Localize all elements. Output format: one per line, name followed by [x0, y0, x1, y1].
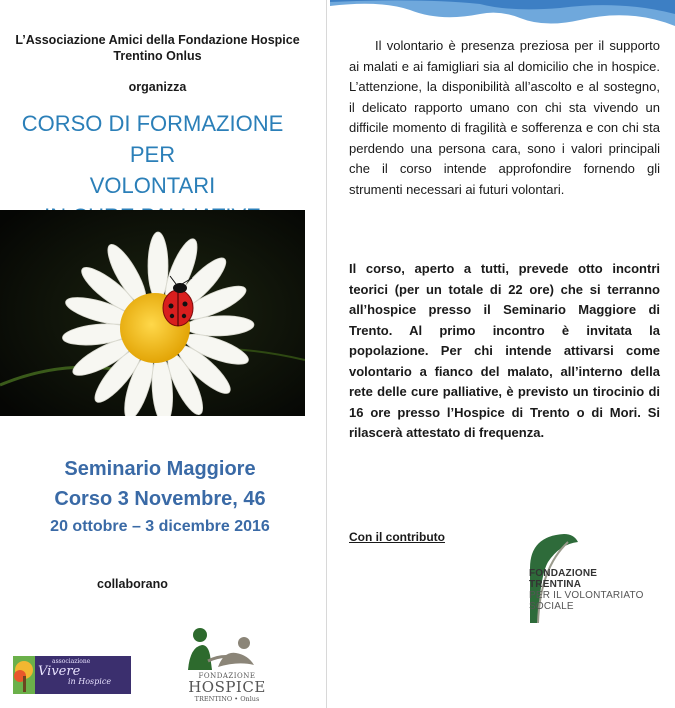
trentina-line-2: TRENTINA	[529, 579, 582, 590]
volunteer-description: Il volontario è presenza preziosa per il supporto ai malati e ai famigliari sia al domicilio che in hospice. L’attenzione, la disponibilità all’ascolto e al sostegno, il delicato rapporto umano con chi sta vivendo un difficile momento di fragilità e sofferenza e con chi sta perdendo una persona cara, sono i valori principali che il corso intende approfondire fornendo gli strumenti necessari ai futuri volontari.	[349, 38, 660, 197]
course-details: Il corso, aperto a tutti, prevede otto incontri teorici (per un totale di 22 ore) che si terranno all’hospice presso il Seminario Maggiore di Trento. Al primo incontro è invitata la popolazione. Per chi intende attivarsi come volontario a fianco del malato, all’interno della rete delle cure palliative, è previsto un tirocinio di 16 ore presso l’Hospice di Trento o di Mori. Si rilascerà attestato di frequenza.	[349, 261, 660, 440]
organizer-name	[0, 32, 315, 64]
hospice-logo-bottom: TRENTINO • Onlus	[194, 695, 260, 703]
vivere-logo-small: associazione	[52, 658, 91, 665]
course-title-line-1: CORSO DI FORMAZIONE PER	[21, 111, 284, 167]
vivere-logo-sub: in Hospice	[68, 677, 112, 686]
collaborano-label: collaborano	[97, 577, 168, 591]
fondazione-trentina-text	[529, 568, 644, 612]
page-fold	[326, 0, 327, 708]
trentina-line-1: FONDAZIONE	[529, 568, 598, 579]
vivere-logo-text	[38, 658, 111, 686]
sky-cloud-header	[330, 0, 675, 32]
trentina-line-3: PER IL VOLONTARIATO	[529, 590, 644, 601]
venue-name: Seminario Maggiore	[64, 458, 256, 480]
hospice-logo-main: HOSPICE	[188, 678, 266, 696]
course-title-line-2: VOLONTARI	[89, 173, 216, 198]
organizer-line-2: Trentino Onlus	[113, 49, 202, 63]
organizer-line-1: L’Associazione Amici della Fondazione Hospice	[15, 33, 300, 47]
contributo-label: Con il contributo	[349, 530, 445, 544]
vivere-logo-big: Vivere	[38, 664, 81, 679]
hospice-logo-text	[181, 672, 273, 703]
venue-address: Corso 3 Novembre, 46	[54, 488, 266, 510]
hospice-logo-top: FONDAZIONE	[198, 672, 256, 680]
daisy-ladybug-photo	[0, 210, 305, 416]
course-dates: 20 ottobre – 3 dicembre 2016	[50, 518, 270, 535]
organizza-label: organizza	[128, 80, 187, 94]
trentina-line-4: SOCIALE	[529, 601, 574, 612]
